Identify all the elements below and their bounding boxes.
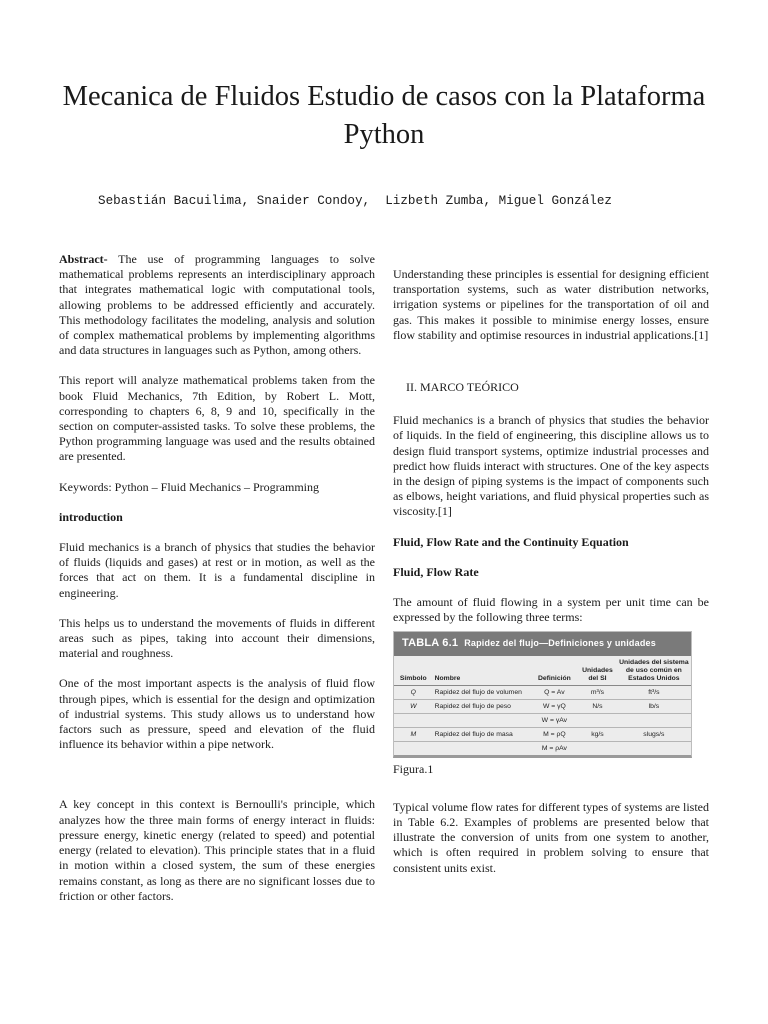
table-cell-symbol: M: [394, 727, 433, 741]
table-cell-us: slugs/s: [617, 727, 691, 741]
table-cell-us: [617, 713, 691, 727]
table-figure: [393, 631, 692, 757]
table-row: [394, 727, 691, 741]
report-paragraph: This report will analyze mathematical problems taken from the book Fluid Mechanics, 7th Edition, by Robert L. Mott, corresponding to chapters 6, 8, 9 and 10, specifically in the section on computer-assisted tasks. To solve these problems, the Python programming language was used and the results obtained are presented.: [59, 373, 375, 464]
table-cell-us: lb/s: [617, 699, 691, 713]
table-cell-def: M = ρAv: [531, 741, 579, 755]
abstract-label: Abstract-: [59, 252, 108, 266]
table-cell-name: Rapidez del flujo de masa: [433, 727, 531, 741]
table-header: Unidades del sistema de uso común en Estados Unidos: [619, 658, 689, 682]
principles-paragraph: Understanding these principles is essential for designing efficient transportation systems, such as water distribution networks, irrigation systems or pipelines for the transportation of oil and gas. This makes it possible to minimise energy losses, ensure flow stability and optimise resources in industrial applications.[1]: [393, 267, 709, 342]
abstract-text: The use of programming languages to solve mathematical problems represents an interdisciplinary approach that integrates mathematical logic with computational tools, allowing problems to be addressed efficiently and accurately. This methodology facilitates the modeling, analysis and solution of complex mathematical problems by implementing algorithms and data structures in languages such as Python, among others.: [59, 252, 375, 358]
figure-caption: Figura.1: [393, 761, 434, 776]
marco-paragraph: Fluid mechanics is a branch of physics that studies the behavior of liquids. In the field of engineering, this discipline allows us to design fluid transport systems, optimize industrial processes and predict how fluids interact with structures. One of the key aspects in the design of piping systems is the impact of components such as elbows, height variations, and fluid physical properties such as viscosity.[1]: [393, 413, 709, 519]
table-row: [394, 741, 691, 755]
author-list: Sebastián Bacuilima, Snaider Condoy, Lizbeth Zumba, Miguel González: [98, 194, 612, 208]
table-cell-symbol: Q: [410, 688, 416, 696]
table-title-bar: [394, 632, 691, 655]
subheading-continuity: Fluid, Flow Rate and the Continuity Equation: [393, 534, 629, 549]
table-cell-def: M = ρQ: [531, 727, 579, 741]
table-row: [394, 699, 691, 713]
table-cell-name: [433, 713, 531, 727]
table-cell-name: [433, 741, 531, 755]
table-cell-si: N/s: [578, 699, 617, 713]
section-heading-marco-teorico: II. MARCO TEÓRICO: [406, 380, 519, 395]
table-cell-def: Q = Av: [544, 688, 565, 696]
intro-paragraph: One of the most important aspects is the analysis of fluid flow through pipes, which is essential for the design and optimization of industrial systems. This study allows us to understand how factors such as pressure, speed and elevation of the fluid influence its behavior within a pipe network.: [59, 676, 375, 752]
table-cell-si: [578, 741, 617, 755]
table-header: Definición: [537, 674, 571, 682]
intro-paragraph: This helps us to understand the movements of fluids in different areas such as pipes, taking into account their dimensions, material and roughness.: [59, 615, 375, 661]
subheading-flow-rate: Fluid, Flow Rate: [393, 564, 479, 579]
intro-paragraph: Fluid mechanics is a branch of physics that studies the behavior of fluids (liquids and gases) at rest or in motion, as well as the forces that act on them. It is a fundamental discipline in engineering.: [59, 540, 375, 600]
keywords: Keywords: Python – Fluid Mechanics – Programming: [59, 479, 319, 494]
table-header: Símbolo: [399, 674, 427, 682]
flow-rate-table: [394, 656, 691, 755]
table-cell-si: [578, 713, 617, 727]
table-title: Rapidez del flujo—Definiciones y unidades: [464, 638, 656, 649]
table-cell-name: Rapidez del flujo de volumen: [434, 688, 522, 696]
final-paragraph: Typical volume flow rates for different types of systems are listed in Table 6.2. Examples of problems are presented below that illustrate the conversion of units from one system to another, which is often required in problem solving to ensure that consistent units exist.: [393, 799, 709, 875]
introduction-heading: introduction: [59, 509, 123, 524]
table-header: Nombre: [434, 674, 461, 682]
table-cell-si: kg/s: [578, 727, 617, 741]
table-cell-symbol: W: [394, 699, 433, 713]
table-header: Unidades del SI: [582, 666, 613, 682]
paper-title: Mecanica de Fluidos Estudio de casos con la Plataforma Python: [62, 81, 706, 150]
table-row: [394, 713, 691, 727]
flow-paragraph: The amount of fluid flowing in a system per unit time can be expressed by the following three terms:: [393, 595, 709, 625]
table-cell-symbol: [394, 741, 433, 755]
table-cell-si: m³/s: [590, 688, 605, 696]
abstract-paragraph: [59, 252, 375, 358]
table-cell-def: W = γAv: [531, 713, 579, 727]
table-cell-us: [617, 741, 691, 755]
table-cell-symbol: [394, 713, 433, 727]
right-column: [393, 267, 709, 891]
table-cell-us: ft³/s: [648, 688, 660, 696]
table-cell-def: W = γQ: [531, 699, 579, 713]
table-row: [394, 685, 691, 699]
left-column: [59, 252, 375, 919]
table-number: TABLA 6.1: [402, 637, 459, 650]
table-cell-name: Rapidez del flujo de peso: [433, 699, 531, 713]
bernoulli-paragraph: A key concept in this context is Bernoulli's principle, which analyzes how the three main forms of energy interact in fluids: pressure energy, kinetic energy (related to speed) and potential energy (related to elevation). This principle states that in a fluid in motion within a closed system, the sum of these energies remains constant, as long as there are no significant losses due to friction or other factors.: [59, 797, 375, 903]
